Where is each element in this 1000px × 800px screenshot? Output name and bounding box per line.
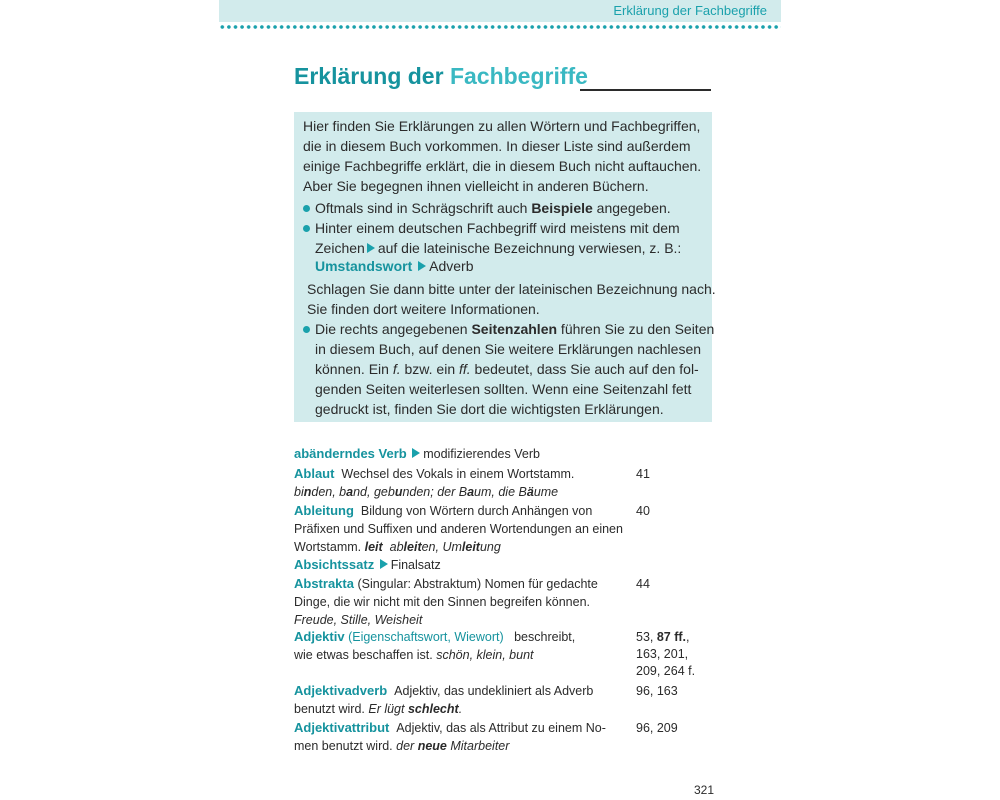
entry-ableitung-line-3 — [294, 538, 501, 556]
ex-part: . — [458, 702, 463, 716]
entry-ableitung-line-2: Präfixen und Suffixen und anderen Wortendungen an einen — [294, 522, 623, 536]
ex-bold: ä — [526, 485, 534, 499]
term: Absichtssatz — [294, 557, 375, 572]
synonyms: (Eigenschaftswort, Wiewort) — [348, 630, 504, 644]
arrow-right-icon — [380, 559, 388, 569]
definition-line-1: beschreibt, — [514, 630, 576, 644]
entry-ableitung — [294, 502, 592, 520]
ex-part: ume — [533, 485, 559, 499]
para-line-1: Schlagen Sie dann bitte unter der lateinischen Bezeichnung nach. — [307, 281, 716, 297]
entry-adjektiv — [294, 628, 575, 646]
term: Adjektivattribut — [294, 720, 390, 735]
example: schön, klein, bunt — [436, 648, 534, 662]
ex-part: um, die B — [474, 485, 527, 499]
ex-bold: schlecht — [407, 702, 459, 716]
bullet-2-line-2-post: auf die lateinische Bezeichnung verwiesen, z. B.: — [377, 240, 682, 256]
ex-part: Er lügt — [368, 702, 408, 716]
example-term-umstandswort: Umstandswort — [315, 258, 413, 274]
pages-adjektiv-line-3: 209, 264 f. — [636, 664, 696, 678]
intro-line-4: Aber Sie begegnen ihnen vielleicht in anderen Büchern. — [303, 178, 649, 194]
entry-abaenderndes-verb — [294, 445, 540, 463]
ex-bold: a — [467, 485, 475, 499]
entry-abstrakta — [294, 575, 598, 593]
page-title — [294, 63, 588, 90]
ex-bold: neue — [417, 739, 447, 753]
entry-abstrakta-line-2: Dinge, die wir nicht mit den Sinnen begreifen können. — [294, 595, 591, 609]
bullet-3-line-2: in diesem Buch, auf denen Sie weitere Erklärungen nachlesen — [315, 341, 702, 357]
pages-adjektiv-line-2: 163, 201, — [636, 647, 689, 661]
bullet-3-line-1 — [315, 319, 714, 339]
ex-part: Mitarbeiter — [446, 739, 510, 753]
bullet-2-zeichen: Zeichen — [315, 240, 365, 256]
ex-bold: leit — [403, 540, 422, 554]
bullet-3-line-4: genden Seiten weiterlesen sollten. Wenn eine Seitenzahl fett — [315, 381, 692, 397]
entry-ablaut-example — [294, 483, 558, 501]
b3l3-mid: bzw. ein — [400, 361, 459, 377]
term: Abstrakta — [294, 576, 354, 591]
b3-post: führen Sie zu den Seiten — [557, 321, 715, 337]
example: Freude, Stille, Weisheit — [294, 613, 423, 627]
term: abänderndes Verb — [294, 446, 407, 461]
page-title-part2: Fachbegriffe — [449, 63, 588, 89]
entry-abstrakta-example — [294, 611, 422, 629]
pages-adjektiv-line-1 — [636, 628, 690, 646]
bullet-2-line-1: Hinter einem deutschen Fachbegriff wird meistens mit dem — [315, 220, 680, 236]
ex-part: der — [396, 739, 418, 753]
ex-part: nd, geb — [353, 485, 395, 499]
entry-absichtssatz — [294, 556, 441, 574]
bullet-2-dot-icon — [303, 225, 310, 232]
pages-bold: 87 ff. — [656, 630, 687, 644]
b3-bold: Seitenzahlen — [471, 321, 558, 337]
arrow-right-icon — [412, 448, 420, 458]
target: modifizierendes Verb — [423, 447, 540, 461]
ex-part: nden; der B — [402, 485, 468, 499]
bullet-1-dot-icon — [303, 205, 310, 212]
ex-part: bi — [294, 485, 304, 499]
running-header-title: Erklärung der Fachbegriffe — [613, 3, 767, 18]
title-underline — [580, 89, 711, 91]
ex-part: en, Um — [421, 540, 462, 554]
definition-line-2: benutzt wird. — [294, 702, 365, 716]
term: Adjektivadverb — [294, 683, 388, 698]
entry-adjektiv-line-2 — [294, 646, 534, 664]
pages-adjektivattribut: 96, 209 — [636, 721, 678, 735]
entry-ablaut — [294, 465, 574, 483]
b3l3-i2: ff. — [459, 361, 471, 377]
pages-ablaut: 41 — [636, 467, 650, 481]
bullet-3-line-3 — [315, 359, 699, 379]
ex-bold: n — [303, 485, 312, 499]
ex-bold: leit — [364, 540, 383, 554]
definition-line-1: Bildung von Wörtern durch Anhängen von — [360, 504, 593, 518]
arrow-right-icon — [418, 261, 426, 271]
pages-part: 53, — [636, 630, 657, 644]
definition: Wechsel des Vokals in einem Wortstamm. — [341, 467, 575, 481]
para-line-2: Sie finden dort weitere Informationen. — [307, 301, 540, 317]
dotted-divider — [219, 24, 781, 30]
ex-part: ung — [479, 540, 501, 554]
b3l3-post: bedeutet, dass Sie auch auf den fol- — [470, 361, 699, 377]
bullet-1-bold: Beispiele — [531, 200, 593, 216]
definition-line-2: men benutzt wird. — [294, 739, 393, 753]
entry-adjektivadverb-line-2 — [294, 700, 462, 718]
bullet-1-text — [315, 198, 671, 218]
definition-line-1: Adjektiv, das undekliniert als Adverb — [394, 684, 594, 698]
pages-abstrakta: 44 — [636, 577, 650, 591]
bullet-3-dot-icon — [303, 326, 310, 333]
arrow-right-icon — [367, 243, 375, 253]
example-target-adverb: Adverb — [429, 258, 474, 274]
page-title-part1: Erklärung der — [294, 63, 450, 89]
bullet-1-post: angegeben. — [592, 200, 671, 216]
bullet-2-line-2 — [315, 238, 681, 258]
term: Ablaut — [294, 466, 335, 481]
header-band — [219, 0, 781, 22]
info-box — [294, 112, 716, 422]
pages-ableitung: 40 — [636, 504, 650, 518]
ex-bold: a — [346, 485, 354, 499]
definition-line-1: Adjektiv, das als Attribut zu einem No- — [396, 721, 606, 735]
bullet-3-line-5: gedruckt ist, finden Sie dort die wichtigsten Erklärungen. — [315, 401, 664, 417]
intro-line-3: einige Fachbegriffe erklärt, die in diesem Buch nicht auftauchen. — [303, 158, 702, 174]
entry-adjektivadverb — [294, 682, 593, 700]
pages-part: , — [686, 630, 690, 644]
page-number: 321 — [694, 783, 715, 797]
term: Ableitung — [294, 503, 354, 518]
b3l3-i1: f. — [392, 361, 401, 377]
entry-adjektivattribut-line-2 — [294, 737, 509, 755]
definition-line-2: wie etwas beschaffen ist. — [294, 648, 433, 662]
intro-line-1: Hier finden Sie Erklärungen zu allen Wörtern und Fachbegriffen, — [303, 118, 701, 134]
definition-line-3: Wortstamm. — [294, 540, 362, 554]
ex-bold: leit — [461, 540, 480, 554]
ex-bold: u — [394, 485, 403, 499]
entry-adjektivattribut — [294, 719, 606, 737]
definition-line-1: (Singular: Abstraktum) Nomen für gedachte — [357, 577, 598, 591]
b3l3-pre: können. Ein — [315, 361, 393, 377]
b3-pre: Die rechts angegebenen — [315, 321, 472, 337]
ex-part: ab — [389, 540, 404, 554]
ex-part: den, b — [311, 485, 347, 499]
bullet-2-example — [315, 256, 473, 276]
bullet-1-pre: Oftmals sind in Schrägschrift auch — [315, 200, 532, 216]
pages-adjektivadverb: 96, 163 — [636, 684, 678, 698]
intro-line-2: die in diesem Buch vorkommen. In dieser Liste sind außerdem — [303, 138, 691, 154]
target: Finalsatz — [390, 558, 441, 572]
term: Adjektiv — [294, 629, 345, 644]
